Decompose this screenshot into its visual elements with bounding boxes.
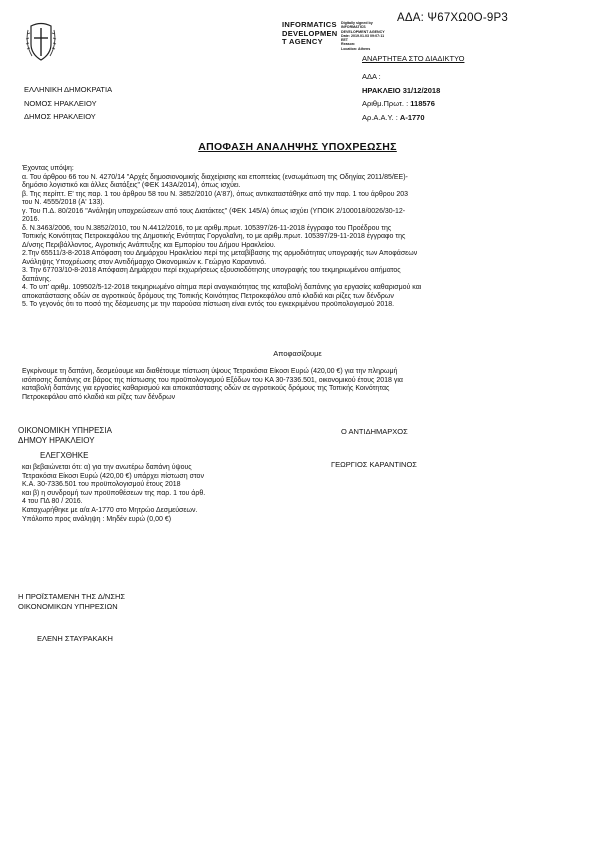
- checked-line: 4 του ΠΔ 80 / 2016.: [22, 498, 83, 506]
- consideration-line: 2016.: [22, 216, 40, 223]
- seal-line: DEVELOPMENT AGENCY: [341, 29, 385, 34]
- seal-line: EET: [341, 38, 348, 43]
- issuer-line: ΔΗΜΟΣ ΗΡΑΚΛΕΙΟΥ: [24, 112, 96, 121]
- checked-line: Καταχωρήθηκε με α/α Α-1770 στο Μητρώο Δεσμεύσεων.: [22, 506, 198, 514]
- agency-name: [282, 21, 338, 47]
- digital-signature-seal: [341, 21, 385, 51]
- agency-line: INFORMATICS: [282, 20, 337, 29]
- seal-line: Reason:: [341, 42, 356, 47]
- consideration-line: 4. Το υπ' αριθμ. 109502/5-12-2018 τεκμηριωμένο αίτημα περί αναγκαιότητας της καταβολή δαπάνης για εργασίες καθαρισμού και: [22, 284, 422, 291]
- decision-line: Πετροκεφάλου από κλαδιά και ρίζες των δένδρων: [22, 393, 176, 401]
- page-title: ΑΠΟΦΑΣΗ ΑΝΑΛΗΨΗΣ ΥΠΟΧΡΕΩΣΗΣ: [198, 141, 397, 153]
- consideration-line: γ. Του Π.Δ. 80/2016 "Ανάληψη υποχρεώσεων από τους Διατάκτες" (ΦΕΚ 145/Α) όπως ισχύει (ΥΠΟΙΚ 2/100018/0026/30-12-: [22, 207, 406, 215]
- finance-service-line: ΟΙΚΟΝΟΜΙΚΗ ΥΠΗΡΕΣΙΑ: [18, 426, 112, 435]
- director-name: ΕΛΕΝΗ ΣΤΑΥΡΑΚΑΚΗ: [37, 634, 113, 643]
- consideration-line: 5. Το γεγονός ότι το ποσό της δέσμευσης με την παρούσα πίστωση είναι εντός του εγκεκριμένου προϋπολογισμού 2018.: [22, 301, 395, 308]
- ada-label: ΑΔΑ :: [362, 72, 381, 81]
- signatory-role: Ο ΑΝΤΙΔΗΜΑΡΧΟΣ: [341, 427, 408, 436]
- consideration-line: α. Του άρθρου 66 του Ν. 4270/14 "Αρχές δημοσιονομικής διαχείρισης και εποπτείας (ενσωμάτωση της Οδηγίας 2011/85/ΕΕ)-: [22, 173, 408, 181]
- checked-line: και βεβαιώνεται ότι: α) για την ανωτέρω δαπάνη ύψους: [22, 464, 192, 471]
- consideration-line: δ. Ν.3463/2006, του Ν.3852/2010, του Ν.4412/2016, το με αριθμ.πρωτ. 105397/26-11-2018 έγγραφο του Προέδρου της: [22, 224, 392, 232]
- aay-value: Α-1770: [399, 112, 425, 122]
- director-role: [18, 592, 125, 612]
- issuer-block: [24, 83, 112, 124]
- document-info: [362, 70, 440, 124]
- checked-text: [22, 464, 322, 524]
- seal-line: Location: Athens: [341, 46, 371, 51]
- decision-line: Εγκρίνουμε τη δαπάνη, δεσμεύουμε και διαθέτουμε πίστωση ύψους Τετρακόσια Είκοσι Ευρώ (420,00 €) για την πληρωμή: [22, 368, 398, 375]
- document-date: ΗΡΑΚΛΕΙΟ 31/12/2018: [362, 85, 441, 95]
- consideration-line: Έχοντας υπόψη:: [22, 165, 74, 172]
- consideration-line: δαπάνης.: [22, 275, 52, 283]
- seal-line: Digitally signed by: [341, 21, 373, 25]
- director-role-line: ΟΙΚΟΝΟΜΙΚΩΝ ΥΠΗΡΕΣΙΩΝ: [18, 602, 118, 611]
- consideration-line: Τοπικής Κοινότητας Πετροκεφάλου της Δημοτικής Ενότητας Γοργολαΐνη, το με αριθμ.πρωτ. 105397/29-11-2018 έγγραφο της: [22, 233, 406, 240]
- consideration-line: 2.Την 65511/3-8-2018 Απόφαση του Δημάρχου Ηρακλείου περί της μεταβίβασης της αρμοδιότητας υπογραφής των Αποφάσεων: [22, 250, 418, 257]
- checked-line: Κ.Α. 30-7336.501 του προϋπολογισμού έτους 2018: [22, 481, 181, 489]
- checked-line: Υπόλοιπο προς ανάληψη : Μηδέν ευρώ (0,00 €): [22, 515, 172, 523]
- protocol-number: [362, 97, 440, 111]
- protocol-label: Αριθμ.Πρωτ. :: [362, 99, 409, 108]
- decision-line: ισόποσης δαπάνης σε βάρος της πίστωσης του προϋπολογισμού Εξόδων του ΚΑ 30-7336.501, οικονομικού έτους 2018 για: [22, 376, 403, 384]
- consideration-line: Ανάληψης Υποχρέωσης στον Αντιδήμαρχο Οικονομικών κ. Γεώργιο Καραντινό.: [22, 258, 267, 266]
- aay-label: Αρ.Α.Α.Υ. :: [362, 112, 398, 122]
- consideration-line: του Ν. 4555/2018 (Α' 133).: [22, 199, 105, 206]
- finance-service-line: ΔΗΜΟΥ ΗΡΑΚΛΕΙΟΥ: [18, 436, 95, 445]
- checked-line: και β) η συνδρομή των προϋποθέσεων της παρ. 1 του άρθ.: [22, 489, 206, 497]
- aay-number: [362, 111, 440, 125]
- checked-label: ΕΛΕΓΧΘΗΚΕ: [40, 451, 89, 460]
- issuer-line: ΕΛΛΗΝΙΚΗ ΔΗΜΟΚΡΑΤΙΑ: [24, 85, 113, 94]
- consideration-line: δημόσιο λογιστικό και άλλες διατάξεις" (ΦΕΚ 143Α/2014), όπως ισχύει.: [22, 182, 241, 189]
- greek-emblem-icon: [24, 20, 58, 64]
- protocol-value: 118576: [410, 99, 435, 108]
- seal-line: INFORMATICS: [341, 25, 366, 30]
- finance-service: [18, 426, 112, 446]
- director-role-line: Η ΠΡΟΪΣΤΑΜΕΝΗ ΤΗΣ Δ/ΝΣΗΣ: [18, 592, 126, 601]
- decision-label: Αποφασίζουμε: [273, 349, 322, 358]
- consideration-line: Δ/νσης Περιβάλλοντος, Αγροτικής Ανάπτυξης και Εμπορίου του Δήμου Ηρακλείου.: [22, 241, 276, 249]
- publish-note: ΑΝΑΡΤΗΤΕΑ ΣΤΟ ΔΙΑΔΙΚΤΥΟ: [362, 54, 465, 63]
- seal-line: Date: 2019.01.03 09:07:11: [341, 33, 385, 38]
- considerations-block: [22, 165, 582, 310]
- issuer-line: ΝΟΜΟΣ ΗΡΑΚΛΕΙΟΥ: [24, 98, 97, 108]
- agency-line: DEVELOPMEN: [282, 28, 338, 38]
- consideration-line: αποκατάστασης οδών σε αγροτικούς δρόμους της Τοπικής Κοινότητας Πετροκεφάλου από κλαδιά και ρίζες των δένδρων: [22, 292, 394, 300]
- decision-line: καταβολή δαπάνης για εργασίες καθαρισμού και αποκατάστασης οδών σε αγροτικούς δρόμους της Τοπικής Κοινότητας: [22, 385, 390, 393]
- agency-line: T AGENCY: [282, 37, 323, 47]
- consideration-line: 3. Την 67703/10-8-2018 Απόφαση Δημάρχου περί εκχωρήσεως εξουσιοδότησης υπογραφής του τεκμηριωμένου αιτήματος: [22, 267, 401, 274]
- decision-text: [22, 368, 582, 402]
- consideration-line: β. Της περίπτ. Ε' της παρ. 1 του άρθρου 58 του Ν. 3852/2010 (Α'87), όπως αντικαταστάθηκε από την παρ. 1 του άρθρου 203: [22, 190, 409, 198]
- ada-code: ΑΔΑ: Ψ67ΧΩ0Ο-9Ρ3: [397, 12, 508, 24]
- signatory-name: ΓΕΩΡΓΙΟΣ ΚΑΡΑΝΤΙΝΟΣ: [331, 460, 417, 469]
- checked-line: Τετρακόσια Είκοσι Ευρώ (420,00 €) υπάρχει πίστωση στον: [22, 472, 204, 480]
